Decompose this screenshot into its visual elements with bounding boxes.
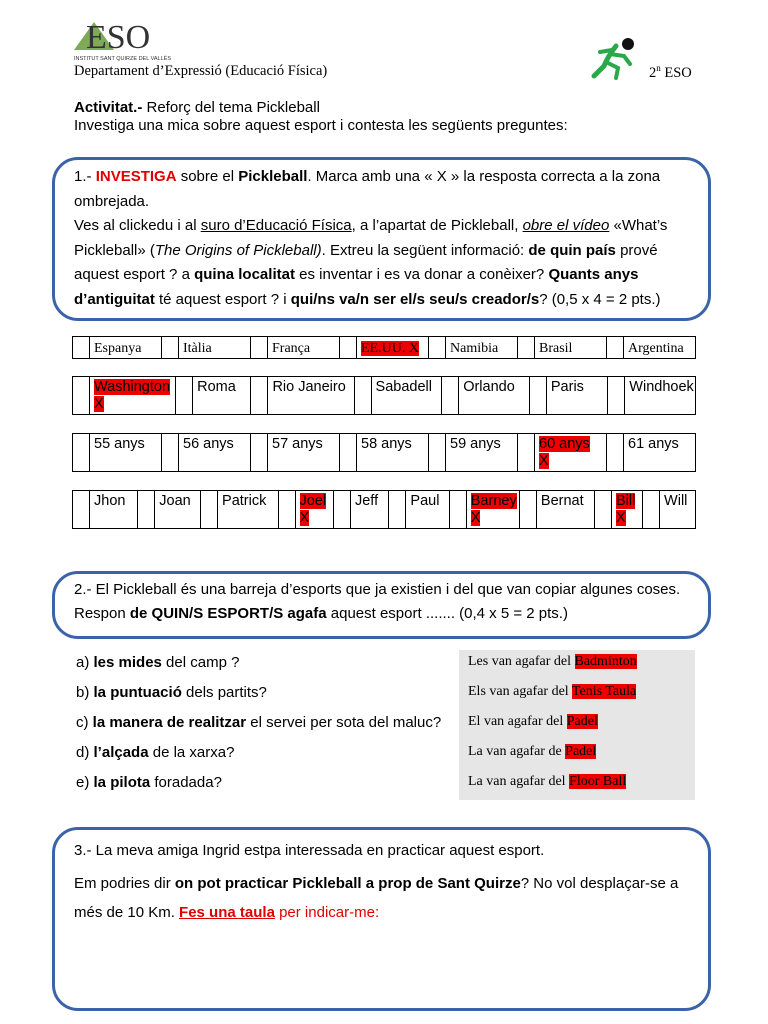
option-cell: Espanya [90, 337, 162, 358]
checkbox-cell[interactable] [73, 491, 90, 528]
subquestion-d: d) l’alçada de la xarxa? [76, 744, 235, 761]
question-3-text: 3.- La meva amiga Ingrid estpa interessada en practicar aquest esport. Em podries dir on pot practicar Pickleball a prop de Sant Quirze? No vol desplaçar-se a més de 10 Km. Fes una taula per indicar-me: [74, 842, 679, 921]
department-name: Departament d’Expressió (Educació Física) [74, 63, 328, 79]
checkbox-cell[interactable] [355, 377, 372, 414]
subquestion-e: e) la pilota foradada? [76, 774, 222, 791]
activity-header [74, 99, 568, 135]
option-cell: 56 anys [179, 434, 251, 471]
checkbox-cell[interactable] [201, 491, 218, 528]
option-cell-selected: EE.UU. X [357, 337, 429, 358]
option-cell: Patrick [218, 491, 279, 528]
checkbox-cell[interactable] [162, 434, 179, 471]
checkbox-cell[interactable] [429, 434, 446, 471]
answer-e: La van agafar del Floor Ball [468, 774, 627, 789]
option-cell: Orlando [459, 377, 530, 414]
country-options-row [72, 336, 696, 359]
option-cell: Sabadell [372, 377, 443, 414]
option-cell: Brasil [535, 337, 607, 358]
checkbox-cell[interactable] [279, 491, 296, 528]
checkbox-cell[interactable] [643, 491, 660, 528]
checkbox-cell[interactable] [607, 434, 624, 471]
option-cell: 58 anys [357, 434, 429, 471]
checkbox-cell[interactable] [530, 377, 547, 414]
runner-icon [586, 36, 640, 80]
activity-title: Reforç del tema Pickleball [142, 99, 320, 116]
answer-a: Les van agafar del Badminton [468, 654, 637, 669]
option-cell-selected: Joel X [296, 491, 334, 528]
option-cell-selected: 60 anys X [535, 434, 607, 471]
checkbox-cell[interactable] [162, 337, 179, 358]
checkbox-cell[interactable] [450, 491, 467, 528]
option-cell: Argentina [628, 341, 684, 356]
logo-text: ESO [86, 19, 151, 56]
checkbox-cell[interactable] [251, 377, 268, 414]
checkbox-cell[interactable] [340, 337, 357, 358]
option-cell: Rio Janeiro [268, 377, 354, 414]
option-cell: Roma [193, 377, 251, 414]
checkbox-cell[interactable] [73, 377, 90, 414]
checkbox-cell[interactable] [389, 491, 406, 528]
subquestion-a: a) les mides del camp ? [76, 654, 240, 671]
checkbox-cell[interactable] [595, 491, 612, 528]
checkbox-cell[interactable] [608, 377, 625, 414]
question-1-text: 1.- INVESTIGA sobre el Pickleball. Marca amb una « X » la resposta correcta a la zona ombrejada. Ves al clickedu i al suro d’Educació Física, a l’apartat de Pickleball, obre el vídeo «What’s Pickleball» (The Origins of Pickleball). Extreu la següent informació: de quin país prové aquest esport ? a quina localitat es inventar i es va donar a conèixer? Quants anys d’antiguitat té aquest esport ? i qui/ns va/n ser el/s seu/s creador/s? (0,5 x 4 = 2 pts.) [74, 168, 668, 308]
checkbox-cell[interactable] [176, 377, 193, 414]
years-options-row [72, 433, 696, 472]
option-cell-selected: Barney X [467, 491, 520, 528]
subquestion-c: c) la manera de realitzar el servei per sota del maluc? [76, 714, 442, 731]
answer-b: Els van agafar del Tenis Taula [468, 684, 637, 699]
activity-label: Activitat.- [74, 99, 143, 116]
option-cell: Bernat [537, 491, 595, 528]
checkbox-cell[interactable] [518, 337, 535, 358]
option-cell: Paul [406, 491, 449, 528]
question-2-text: 2.- El Pickleball és una barreja d’esports que ja existien i del que van copiar algunes coses. Respon de QUIN/S ESPORT/S agafa aquest esport ....... (0,4 x 5 = 2 pts.) [74, 581, 681, 622]
option-cell: 59 anys [446, 434, 518, 471]
option-cell-selected: Bill X [612, 491, 643, 528]
checkbox-cell[interactable] [518, 434, 535, 471]
option-cell: Joan [155, 491, 201, 528]
option-cell: Windhoek [629, 379, 694, 395]
option-cell: Paris [547, 377, 608, 414]
checkbox-cell[interactable] [442, 377, 459, 414]
checkbox-cell[interactable] [73, 434, 90, 471]
checkbox-cell[interactable] [334, 491, 351, 528]
option-cell: Namibia [446, 337, 518, 358]
activity-instructions: Investiga una mica sobre aquest esport i contesta les següents preguntes: [74, 117, 568, 134]
option-cell: Jhon [90, 491, 138, 528]
checkbox-cell[interactable] [251, 434, 268, 471]
checkbox-cell[interactable] [251, 337, 268, 358]
city-options-row [72, 376, 696, 415]
option-cell: Itàlia [179, 337, 251, 358]
option-cell: 61 anys [628, 436, 679, 452]
checkbox-cell[interactable] [429, 337, 446, 358]
checkbox-cell[interactable] [138, 491, 155, 528]
option-cell: Jeff [351, 491, 389, 528]
option-cell: 55 anys [90, 434, 162, 471]
grade-label: 2$^n$ ESO [649, 63, 692, 81]
checkbox-cell[interactable] [73, 337, 90, 358]
option-cell: Will [664, 493, 688, 509]
subquestion-b: b) la puntuació dels partits? [76, 684, 267, 701]
creators-options-row [72, 490, 696, 529]
checkbox-cell[interactable] [607, 337, 624, 358]
logo-subtitle: INSTITUT SANT QUIRZE DEL VALLÈS [74, 56, 171, 62]
option-cell: 57 anys [268, 434, 340, 471]
checkbox-cell[interactable] [520, 491, 537, 528]
answers-shaded-area[interactable] [459, 650, 695, 800]
answer-d: La van agafar de Padel [468, 744, 597, 759]
option-cell: França [268, 337, 340, 358]
answer-c: El van agafar del Padel [468, 714, 598, 729]
checkbox-cell[interactable] [340, 434, 357, 471]
option-cell-selected: Washington X [90, 377, 176, 414]
school-logo [72, 18, 180, 64]
